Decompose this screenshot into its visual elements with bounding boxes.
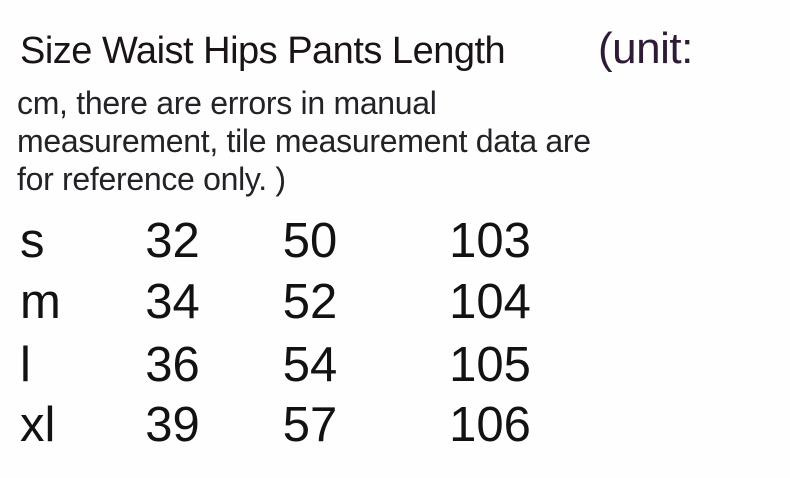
size-cell: xl: [20, 398, 56, 452]
waist-cell: 32: [145, 214, 200, 268]
pants-length-cell: 104: [449, 275, 531, 329]
hips-cell: 57: [282, 398, 338, 452]
pants-length-cell: 105: [449, 338, 531, 392]
size-cell: m: [20, 275, 61, 329]
measurement-disclaimer: [17, 84, 657, 198]
hips-cell: 52: [282, 275, 338, 329]
unit-prefix-label: (unit:: [598, 24, 693, 73]
size-cell: s: [20, 214, 45, 268]
disclaimer-line-2: measurement, tile measurement data are: [17, 123, 591, 159]
table-title: Size Waist Hips Pants Length: [20, 30, 506, 72]
table-row-xl: [0, 394, 600, 456]
table-row-m: [0, 271, 600, 333]
table-title-row: [20, 24, 780, 82]
waist-cell: 39: [145, 398, 200, 452]
disclaimer-line-3: for reference only. ): [17, 161, 286, 197]
hips-cell: 50: [282, 214, 338, 268]
table-row-s: [0, 210, 600, 272]
hips-cell: 54: [282, 338, 338, 392]
table-row-l: [0, 334, 600, 396]
pants-length-cell: 103: [449, 214, 531, 268]
size-cell: l: [20, 338, 31, 392]
waist-cell: 36: [145, 338, 200, 392]
waist-cell: 34: [145, 275, 200, 329]
pants-length-cell: 106: [449, 398, 531, 452]
disclaimer-line-1: cm, there are errors in manual: [17, 85, 437, 121]
